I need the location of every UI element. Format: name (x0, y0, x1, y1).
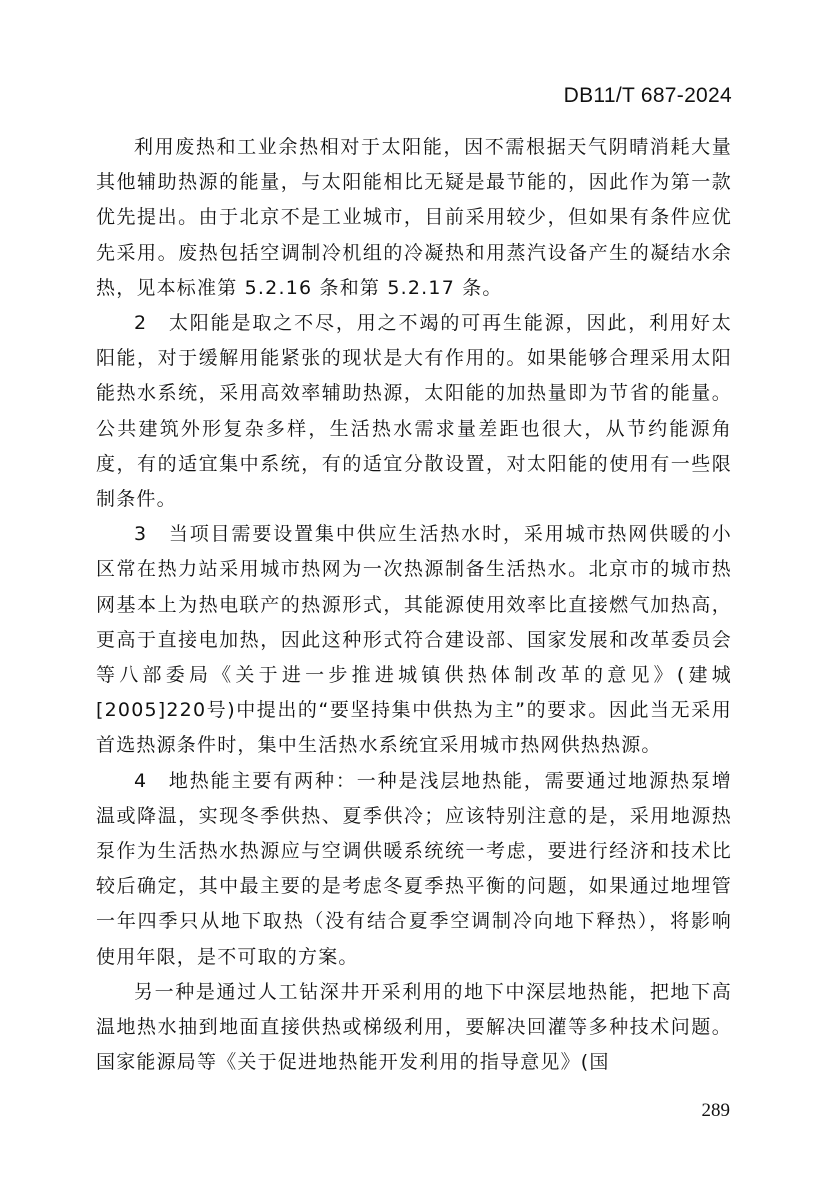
body-text (96, 130, 732, 1080)
paragraph-geothermal-shallow: 4 地热能主要有两种：一种是浅层地热能，需要通过地源热泵增温或降温，实现冬季供热、夏季供冷；应该特别注意的是，采用地源热泵作为生活热水热源应与空调供暖系统统一考虑，要进行经济和技术比较后确定，其中最主要的是考虑冬夏季热平衡的问题，如果通过地埋管一年四季只从地下取热（没有结合夏季空调制冷向地下释热），将影响使用年限，是不可取的方案。 (96, 769, 732, 968)
paragraph-geothermal-deep: 另一种是通过人工钻深井开采利用的地下中深层地热能，把地下高温地热水抽到地面直接供热或梯级利用，要解决回灌等多种技术问题。国家能源局等《关于促进地热能开发利用的指导意见》(国 (96, 980, 732, 1074)
paragraph-waste-heat: 利用废热和工业余热相对于太阳能，因不需根据天气阴晴消耗大量其他辅助热源的能量，与太阳能相比无疑是最节能的，因此作为第一款优先提出。由于北京不是工业城市，目前采用较少，但如果有条件应优先采用。废热包括空调制冷机组的冷凝热和用蒸汽设备产生的凝结水余热，见本标准第 5.2.16 条和第 5.2.17 条。 (96, 136, 732, 299)
paragraph-solar-energy: 2 太阳能是取之不尽，用之不竭的可再生能源，因此，利用好太阳能，对于缓解用能紧张的现状是大有作用的。如果能够合理采用太阳能热水系统，采用高效率辅助热源，太阳能的加热量即为节省的能量。公共建筑外形复杂多样，生活热水需求量差距也很大，从节约能源角度，有的适宜集中系统，有的适宜分散设置，对太阳能的使用有一些限制条件。 (96, 312, 732, 511)
standard-code: DB11/T 687-2024 (563, 84, 732, 107)
page-number: 289 (701, 1100, 730, 1121)
paragraph-city-heating-network: 3 当项目需要设置集中供应生活热水时，采用城市热网供暖的小区常在热力站采用城市热网为一次热源制备生活热水。北京市的城市热网基本上为热电联产的热源形式，其能源使用效率比直接燃气加热高，更高于直接电加热，因此这种形式符合建设部、国家发展和改革委员会等八部委局《关于进一步推进城镇供热体制改革的意见》(建城[2005]220号)中提出的“要坚持集中供热为主”的要求。因此当无采用首选热源条件时，集中生活热水系统宜采用城市热网供热热源。 (96, 523, 732, 757)
